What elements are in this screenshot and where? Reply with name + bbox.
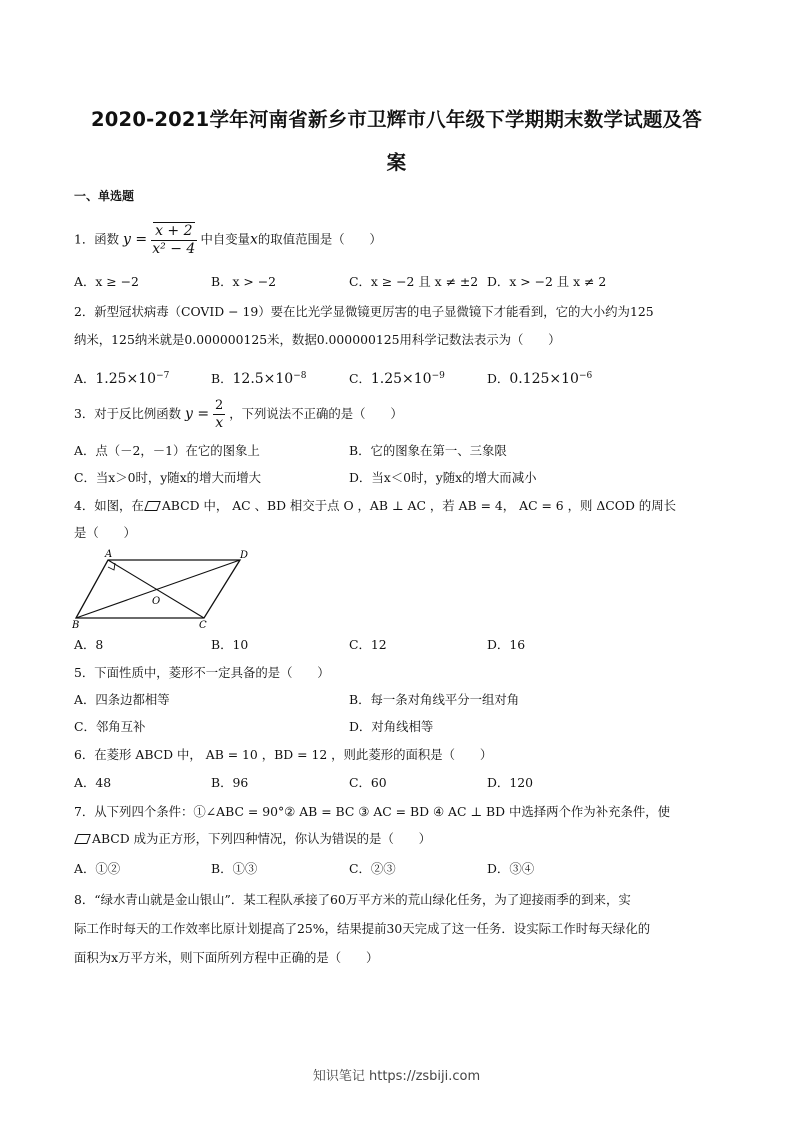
q3-prefix: 3．对于反比例函数 bbox=[74, 406, 182, 421]
q1-denominator: x² − 4 bbox=[152, 241, 196, 257]
q1-mid: 中自变量 bbox=[200, 231, 251, 247]
q3-option-c: C．当x＞0时，y随x的增大而增大 bbox=[74, 470, 262, 485]
q2-b-value: 12.5×10 bbox=[232, 371, 294, 388]
q3-option-b: B．它的图象在第一、三象限 bbox=[349, 443, 507, 458]
q1-option-c: C．x ≥ −2 且 x ≠ ±2 bbox=[349, 274, 479, 289]
q2-option-d: D．$0.125\times 10^{-6}$ bbox=[487, 371, 593, 388]
q2-a-exp: −7 bbox=[156, 371, 170, 381]
q2-b-exp: −8 bbox=[293, 371, 307, 381]
exam-title-line2: 案 bbox=[386, 151, 407, 174]
q4-prefix: 4．如图，在 bbox=[74, 498, 144, 513]
q1-var: x bbox=[250, 231, 258, 248]
q1-function-lhs: y = bbox=[123, 231, 148, 248]
label-a: A bbox=[105, 549, 113, 560]
question-3-stem bbox=[74, 397, 403, 432]
q2-option-a: A．$1.25\times 10^{-7}$ bbox=[74, 371, 170, 388]
q1-prefix: 1．函数 bbox=[74, 231, 120, 247]
question-6-stem: 6．在菱形 ABCD 中， AB = 10 ，BD = 12 ，则此菱形的面积是（ ） bbox=[74, 747, 493, 762]
question-5-stem: 5．下面性质中，菱形不一定具备的是（ ） bbox=[74, 665, 330, 680]
q1-fraction bbox=[151, 222, 196, 258]
parallelogram-icon bbox=[74, 834, 91, 844]
question-7-line1: 7．从下列四个条件：①∠ABC = 90°② AB = BC ③ AC = BD ④ AC ⊥ BD 中选择两个作为补充条件，使 bbox=[74, 804, 671, 819]
question-2-line2: 纳米，125纳米就是0.000000125米，数据0.000000125用科学记数法表示为（ ） bbox=[74, 332, 561, 347]
parallelogram-icon bbox=[144, 501, 161, 511]
q1-option-d: D．x > −2 且 x ≠ 2 bbox=[487, 274, 607, 289]
q2-option-c: C．$1.25\times 10^{-9}$ bbox=[349, 371, 445, 388]
q1-suffix: 的取值范围是（ ） bbox=[257, 231, 382, 247]
diagonal-bd bbox=[76, 560, 240, 618]
q5-option-d: D．对角线相等 bbox=[349, 719, 434, 734]
q7-option-a: A．①② bbox=[74, 861, 121, 876]
question-4-line1 bbox=[74, 497, 676, 515]
section-heading: 一、单选题 bbox=[74, 189, 135, 203]
q5-option-b: B．每一条对角线平分一组对角 bbox=[349, 692, 520, 707]
q7-option-d: D．③④ bbox=[487, 861, 535, 876]
q4-option-c: C．12 bbox=[349, 637, 387, 652]
q1-numerator: x + 2 bbox=[155, 223, 193, 239]
q2-c-exp: −9 bbox=[431, 371, 445, 381]
q3-suffix: ，下列说法不正确的是（ ） bbox=[229, 406, 403, 421]
q2-d-exp: −6 bbox=[578, 371, 593, 381]
q7-option-b: B．①③ bbox=[211, 861, 258, 876]
q3-option-d: D．当x＜0时，y随x的增大而减小 bbox=[349, 470, 537, 485]
diagonal-ac bbox=[108, 560, 204, 618]
q2-d-value: 0.125×10 bbox=[509, 371, 579, 388]
label-c: C bbox=[199, 620, 207, 630]
question-8-line3: 面积为x万平方米，则下面所列方程中正确的是（ ） bbox=[74, 950, 379, 965]
label-o: O bbox=[152, 596, 161, 607]
q6-option-d: D．120 bbox=[487, 775, 533, 790]
q4-stem: ABCD 中， AC 、BD 相交于点 O ，AB ⊥ AC ，若 AB = 4， AC = 6 ，则 ΔCOD 的周长 bbox=[161, 498, 676, 513]
q2-option-b: B．$12.5\times 10^{-8}$ bbox=[211, 371, 307, 388]
q6-option-b: B．96 bbox=[211, 775, 249, 790]
q2-a-value: 1.25×10 bbox=[95, 371, 157, 388]
question-4-line2: 是（ ） bbox=[74, 525, 136, 540]
q3-numerator: 2 bbox=[215, 398, 224, 413]
q4-option-d: D．16 bbox=[487, 637, 526, 652]
q3-denominator: x bbox=[215, 415, 224, 431]
q1-option-a: A．x ≥ −2 bbox=[74, 274, 139, 289]
q3-fraction bbox=[213, 397, 225, 432]
question-2-line1: 2．新型冠状病毒（COVID − 19）要在比光学显微镜更厉害的电子显微镜下才能看到，它的大小约为125 bbox=[74, 304, 654, 319]
q1-option-b: B．x > −2 bbox=[211, 274, 277, 289]
question-1-stem bbox=[74, 222, 382, 258]
parallelogram-figure bbox=[72, 548, 272, 630]
q5-option-c: C．邻角互补 bbox=[74, 719, 146, 734]
exam-title-line1: 2020-2021学年河南省新乡市卫辉市八年级下学期期末数学试题及答 bbox=[91, 108, 702, 131]
q4-option-a: A．8 bbox=[74, 637, 104, 652]
q5-option-a: A．四条边都相等 bbox=[74, 692, 170, 707]
q3-option-a: A．点（－2，－1）在它的图象上 bbox=[74, 443, 260, 458]
q7-option-c: C．②③ bbox=[349, 861, 396, 876]
q4-option-b: B．10 bbox=[211, 637, 249, 652]
label-d: D bbox=[240, 550, 249, 561]
q2-c-value: 1.25×10 bbox=[370, 371, 432, 388]
q6-option-c: C．60 bbox=[349, 775, 387, 790]
question-8-line2: 际工作时每天的工作效率比原计划提高了25%，结果提前30天完成了这一任务．设实际工作时每天绿化的 bbox=[74, 921, 651, 936]
label-b: B bbox=[72, 620, 80, 630]
q7-line2-text: ABCD 成为正方形，下列四种情况，你认为错误的是（ ） bbox=[92, 831, 432, 846]
question-7-line2 bbox=[74, 830, 431, 848]
question-8-line1: 8．“绿水青山就是金山银山”．某工程队承接了60万平方米的荒山绿化任务，为了迎接雨季的到来，实 bbox=[74, 892, 631, 907]
q3-lhs: y = bbox=[184, 406, 210, 422]
footer-watermark: 知识笔记 https://zsbiji.com bbox=[312, 1069, 481, 1084]
q6-option-a: A．48 bbox=[74, 775, 112, 790]
